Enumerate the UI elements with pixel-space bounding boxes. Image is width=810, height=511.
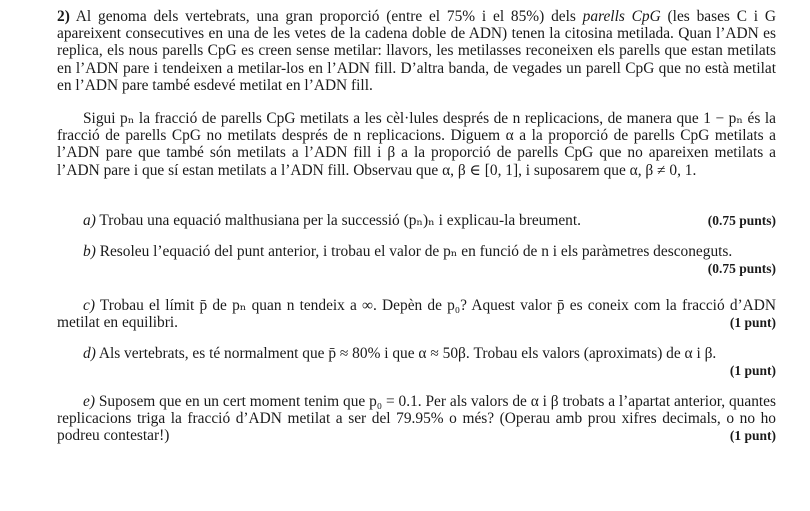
part-a: [57, 212, 776, 229]
part-label: e): [83, 393, 95, 410]
part-b: [57, 243, 776, 277]
intro-text-2: (les bases C i G apareixent consecutives en una de les vetes de la cadena doble de ADN) tenen la citosina metilada. Quan l’ADN es replica, els nous parells CpG es creen sense metilar: llavors, les metilasses reconeixen els parells que estan metilats en l’ADN pare i tendeixen a metilar-los en l’ADN fill. D’altra banda, de vegades un parell CpG que no està metilat en l’ADN pare també esdevé metilat en l’ADN fill.: [57, 8, 777, 94]
part-label: c): [83, 297, 95, 314]
part-label: b): [83, 243, 96, 260]
part-label: a): [83, 212, 96, 229]
part-text: Trobau una equació malthusiana per la successió (pₙ)ₙ i explicau-la breument.: [99, 212, 581, 229]
intro-text-1: Al genoma dels vertebrats, una gran proporció (entre el 75% i el 85%) dels: [75, 8, 583, 25]
part-points: (0.75 punts): [707, 261, 776, 277]
part-e: [57, 393, 776, 445]
part-text: Als vertebrats, es té normalment que p̄ ≈ 80% i que α ≈ 50β. Trobau els valors (aproximats) de α i β.: [98, 345, 717, 362]
part-text: Trobau el límit p̄ de pₙ quan n tendeix a ∞. Depèn de p₀? Aquest valor p̄ es coneix com la fracció d’ADN metilat en equilibri.: [57, 297, 776, 332]
part-points: (1 punt): [729, 315, 776, 331]
problem-number: 2): [57, 8, 70, 25]
part-points: (1 punt): [729, 363, 776, 379]
part-d: [57, 345, 776, 379]
part-text: Suposem que en un cert moment tenim que p₀ = 0.1. Per als valors de α i β trobats a l’apartat anterior, quantes replicacions triga la fracció d’ADN metilat a ser del 79.95% o més? (Operau amb prou xifres decimals, o no ho podreu contestar!): [57, 393, 776, 445]
problem-intro: [57, 8, 776, 94]
problem-setup: Sigui pₙ la fracció de parells CpG metilats a les cèl·lules després de n replicacions, de manera que 1 − pₙ és la fracció de parells CpG no metilats després de n replicacions. Diguem α a la proporció de parells CpG metilats a l’ADN pare que també són metilats a l’ADN fill i β a la proporció de parells CpG que no apareixen metilats a l’ADN pare i que sí estan metilats a l’ADN fill. Observau que α, β ∈ [0, 1], i suposarem que α, β ≠ 0, 1.: [57, 110, 776, 179]
part-points: (1 punt): [729, 428, 776, 444]
part-points: (0.75 punts): [707, 213, 776, 228]
intro-term: parells CpG: [582, 8, 661, 25]
part-text: Resoleu l’equació del punt anterior, i trobau el valor de pₙ en funció de n i els paràmetres desconeguts.: [99, 243, 733, 260]
part-label: d): [83, 345, 96, 362]
part-c: [57, 297, 776, 331]
